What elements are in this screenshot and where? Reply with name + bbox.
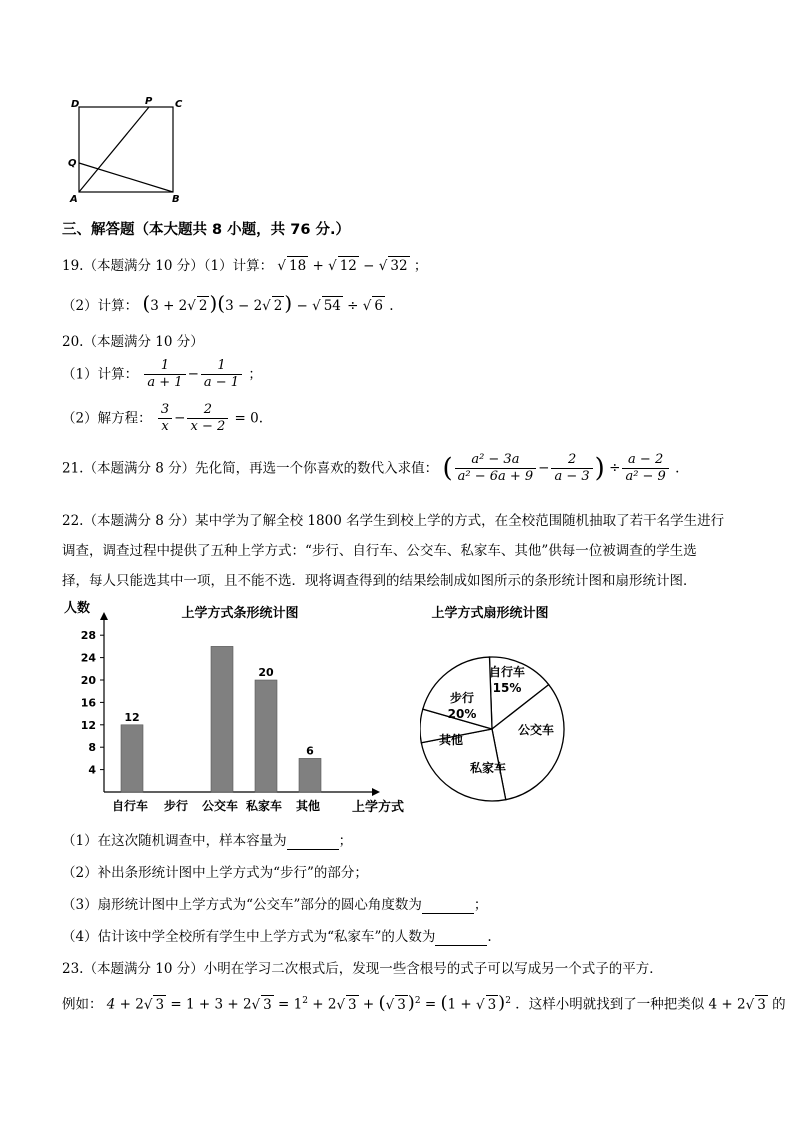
pie-slice-label: 自行车 (488, 665, 526, 679)
label-a: A (70, 194, 78, 204)
q20-part2: （2）解方程： $\frac{3}{x}$ − $\frac{2}{x - 2}$ = 0. (62, 402, 264, 434)
q19-p1-tail: ； (413, 258, 428, 274)
q22-sub1 (62, 832, 352, 850)
q19-p2-tail: . (389, 298, 394, 314)
bar-2 (211, 646, 233, 792)
label-c: C (175, 99, 183, 110)
q19-rad-3: 32 (390, 258, 408, 274)
square-figure (60, 92, 200, 204)
x-axis-arrow (372, 788, 380, 796)
y-tick-label: 12 (80, 718, 96, 732)
pie-chart-title: 上学方式扇形统计图 (431, 606, 549, 621)
pie-slice-percent: 20% (447, 707, 477, 721)
q22-line3: 择，每人只能选其中一项，且不能不选．现将调查得到的结果绘制成如图所示的条形统计图和扇形统计图． (62, 573, 697, 589)
q21-head: 21.（本题满分 8 分）先化简，再选一个你喜欢的数代入求值： (62, 460, 439, 477)
q22-line1: 22.（本题满分 8 分）某中学为了解全校 1800 名学生到校上学的方式，在全校范围随机抽取了若干名学生进行 (62, 513, 725, 529)
q19-head: 19.（本题满分 10 分）（1）计算： (62, 258, 274, 274)
y-tick-label: 8 (88, 741, 96, 755)
q19-rad-2: 12 (339, 258, 357, 274)
q22-sub3 (62, 896, 487, 914)
label-q: Q (68, 158, 77, 169)
q20-p2-head: （2）解方程： (62, 410, 152, 427)
q23-line2-end: 的 (772, 996, 786, 1013)
y-tick-label: 4 (88, 763, 96, 777)
q21-tail: . (675, 460, 680, 477)
q22-sub3-text: （3）扇形统计图中上学方式为“公交车”部分的圆心角度数为 (62, 897, 422, 913)
y-tick-label: 28 (80, 629, 96, 643)
x-category-label: 自行车 (111, 799, 149, 813)
y-tick-label: 24 (80, 651, 96, 665)
label-p: P (145, 96, 153, 107)
bar-data-label: 6 (306, 744, 314, 758)
y-axis-arrow (100, 612, 108, 620)
bar-chart-title: 上学方式条形统计图 (181, 606, 299, 621)
q22-sub3-end: ； (473, 897, 488, 913)
bar-chart (60, 596, 420, 820)
q19-part2: （2）计算： (3 + 2√ 2 )(3 − 2√ 2 ) − √ 54 ÷ √ 6 . (62, 294, 394, 315)
q21: 21.（本题满分 8 分）先化简，再选一个你喜欢的数代入求值： ( $\frac{\text{a² − 3a}}{\text{a² − 6a + 9}}$ − $\frac{2}{a - 3}$ ) ÷ $\frac{a - 2}{\text{a² − 9}}$ . (62, 452, 680, 484)
q20-p1-head: （1）计算： (62, 366, 139, 383)
pie-slice-label: 私家车 (469, 761, 507, 775)
q22-sub2: （2）补出条形统计图中上学方式为“步行”的部分； (62, 865, 368, 881)
q20-p2-tail: = 0. (234, 410, 264, 427)
section-title: 三、解答题（本大题共 8 小题，共 76 分.） (62, 222, 350, 238)
bar-3 (255, 680, 277, 792)
bar-chart-ylabel: 人数 (64, 601, 91, 616)
q22-sub4-blank (435, 931, 487, 946)
q23-line1: 23.（本题满分 10 分）小明在学习二次根式后，发现一些含根号的式子可以写成另一个式子的平方． (62, 961, 663, 977)
pie-slice-percent: 15% (492, 681, 522, 695)
q22-sub4 (62, 928, 492, 946)
x-category-label: 私家车 (245, 799, 283, 813)
q22-sub4-end: . (487, 929, 492, 945)
q22-sub1-text: （1）在这次随机调查中，样本容量为 (62, 833, 287, 849)
x-category-label: 步行 (163, 799, 189, 813)
y-tick-label: 20 (80, 674, 96, 687)
q20-p1-tail: ； (248, 366, 262, 383)
pie-slice-label: 其他 (438, 733, 464, 747)
bar-data-label: 12 (124, 710, 140, 724)
q22-sub1-end: ； (338, 833, 353, 849)
pie-chart (420, 596, 600, 806)
q22-line2: 调查，调查过程中提供了五种上学方式：“步行、自行车、公交车、私家车、其他”供每一位被调查的学生选 (62, 543, 697, 559)
pie-slice-label: 公交车 (517, 723, 555, 737)
pie-slice-label: 步行 (449, 691, 475, 705)
bar-4 (299, 758, 321, 792)
q22-sub1-blank (287, 835, 339, 850)
q20-head: 20.（本题满分 10 分） (62, 334, 204, 350)
bar-chart-xlabel: 上学方式 (352, 800, 405, 815)
bar-0 (121, 725, 143, 792)
q22-sub4-text: （4）估计该中学全校所有学生中上学方式为“私家车”的人数为 (62, 929, 436, 945)
x-category-label: 公交车 (201, 799, 239, 813)
q23-line2: 例如： 4 + 2√ 3 = 1 + 3 + 2√ $3 = 1^2 + 2√$ 3 + (√ 3 )$^2$ = (1 + √ 3 )$^2$ ．这样小明就找到了一种把类似 4 + 2√ 3 的 (62, 992, 786, 1014)
x-category-label: 其他 (295, 799, 321, 813)
q23-line2-head: 例如： (62, 996, 103, 1013)
q19-part1: 19.（本题满分 10 分）（1）计算： √ 18 + √ 12 − √ 32 ； (62, 256, 427, 275)
q19-p2-head: （2）计算： (62, 298, 139, 314)
label-b: B (172, 194, 180, 204)
label-d: D (71, 99, 80, 110)
y-tick-label: 16 (80, 696, 96, 710)
q19-rad-1: 18 (288, 258, 307, 274)
bar-data-label: 20 (258, 666, 274, 679)
q20-part1: （1）计算： $\frac{1}{a + 1}$ − $\frac{1}{a - 1}$ ； (62, 358, 262, 390)
q23-line2-tail: ．这样小明就找到了一种把类似 (515, 996, 705, 1013)
q22-sub3-blank (422, 899, 474, 914)
